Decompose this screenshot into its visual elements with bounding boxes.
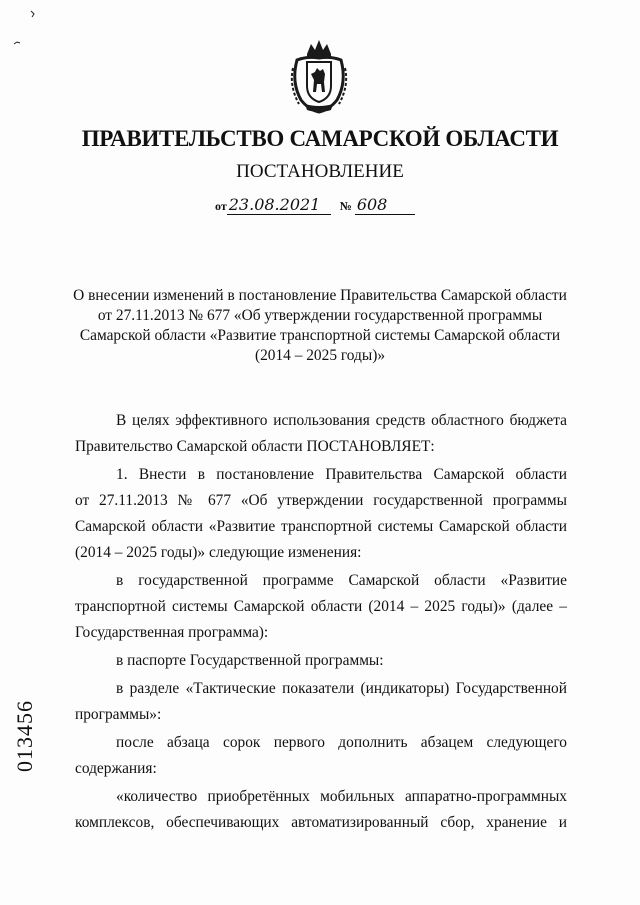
government-title: ПРАВИТЕЛЬСТВО САМАРСКОЙ ОБЛАСТИ [81, 126, 559, 151]
body-line: Правительство Самарской области ПОСТАНОВЛЯЕТ: [75, 438, 435, 455]
coat-of-arms-icon [287, 38, 351, 114]
body-line: 1. Внести в постановление Правительства Самарской области [116, 466, 567, 483]
date-number-line [215, 195, 415, 215]
margin-stamp-number: 013456 [12, 700, 37, 772]
subject-line: Самарской области «Развитие транспортной системы Самарской области [79, 327, 561, 344]
body-line: комплексов, обеспечивающих автоматизированный сбор, хранение и [75, 814, 567, 831]
document-body [75, 408, 567, 836]
date-prefix: от [215, 199, 227, 213]
date-value: 23.08.2021 [227, 195, 331, 215]
body-line: программы»: [75, 706, 162, 723]
body-line: от 27.11.2013 № 677 «Об утверждении государственной программы [75, 492, 567, 509]
body-line: (2014 – 2025 годы)» следующие изменения: [75, 544, 362, 561]
body-line: в паспорте Государственной программы: [116, 652, 384, 669]
body-line: после абзаца сорок первого дополнить абзацем следующего [116, 734, 567, 751]
body-line: Самарской области «Развитие транспортной системы Самарской области [75, 518, 567, 535]
subject-line: (2014 – 2025 годы)» [254, 347, 386, 364]
subject-line: от 27.11.2013 № 677 «Об утверждении государственной программы [97, 307, 543, 324]
document-type: ПОСТАНОВЛЕНИЕ [236, 161, 404, 182]
document-subject [70, 286, 570, 366]
body-line: В целях эффективного использования средств областного бюджета [116, 412, 567, 429]
body-line: транспортной системы Самарской области (2014 – 2025 годы)» (далее – [75, 598, 567, 615]
number-prefix: № [339, 199, 352, 213]
body-line: содержания: [75, 760, 157, 777]
subject-line: О внесении изменений в постановление Правительства Самарской области [73, 287, 567, 304]
body-line: «количество приобретённых мобильных аппаратно-программных [116, 788, 567, 805]
body-line: в государственной программе Самарской области «Развитие [116, 572, 567, 589]
body-line: Государственная программа): [75, 624, 269, 641]
body-line: в разделе «Тактические показатели (индикаторы) Государственной [116, 680, 567, 697]
scan-mark [14, 40, 24, 46]
number-value: 608 [355, 195, 415, 215]
scan-mark [30, 10, 36, 20]
